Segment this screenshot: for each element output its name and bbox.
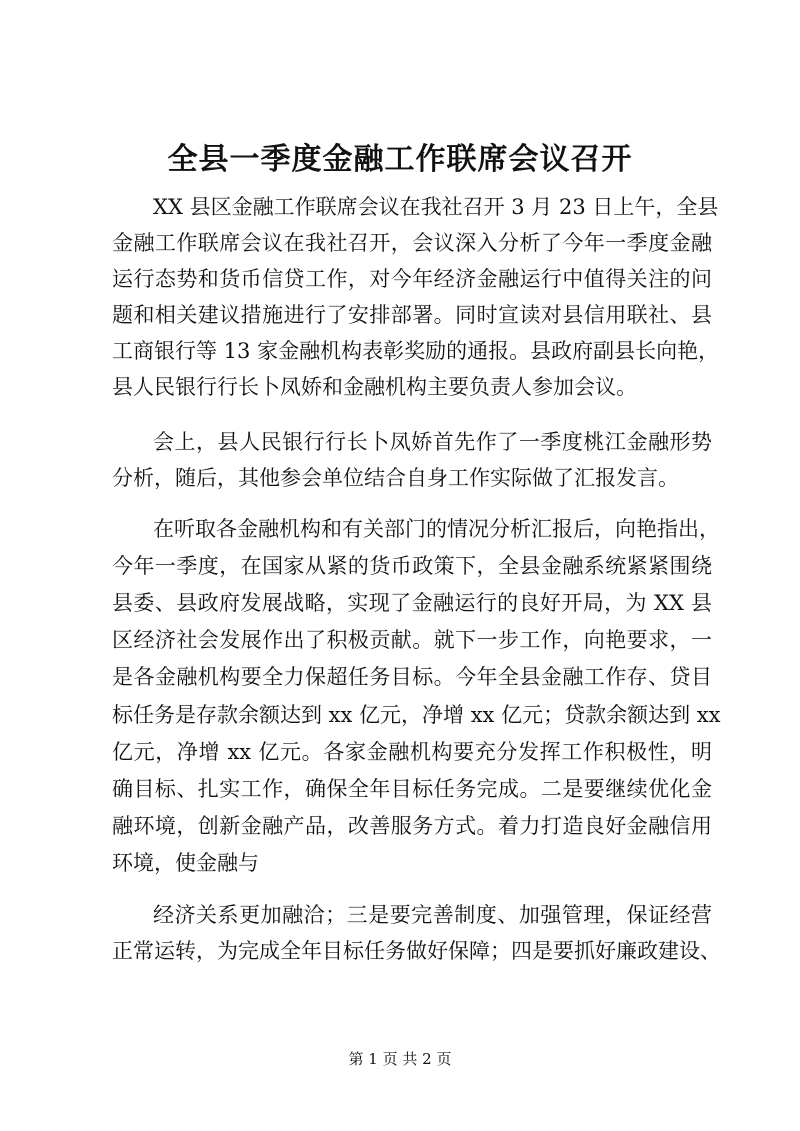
paragraph-1-line-3: 运行态势和货币信贷工作，对今年经济金融运行中值得关注的问 bbox=[112, 267, 712, 291]
paragraph-3-line-5: 是各金融机构要全力保超任务目标。今年全县金融工作存、贷目 bbox=[112, 665, 712, 689]
paragraph-3-line-4: 区经济社会发展作出了积极贡献。就下一步工作，向艳要求，一 bbox=[112, 628, 712, 652]
page-footer: 第 1 页 共 2 页 bbox=[348, 1050, 452, 1068]
paragraph-1-line-2: 金融工作联席会议在我社召开，会议深入分析了今年一季度金融 bbox=[112, 231, 712, 255]
paragraph-3-line-6: 标任务是存款余额达到 xx 亿元，净增 xx 亿元；贷款余额达到 xx bbox=[112, 703, 721, 727]
paragraph-3-line-10: 环境，使金融与 bbox=[112, 851, 259, 875]
paragraph-3-line-2: 今年一季度，在国家从紧的货币政策下，全县金融系统紧紧围绕 bbox=[112, 554, 712, 578]
paragraph-2-line-2: 分析，随后，其他参会单位结合自身工作实际做了汇报发言。 bbox=[112, 466, 679, 490]
document-title: 全县一季度金融工作联席会议召开 bbox=[167, 142, 633, 177]
paragraph-3-line-7: 亿元，净增 xx 亿元。各家金融机构要充分发挥工作积极性，明 bbox=[112, 740, 712, 764]
paragraph-3-line-3: 县委、县政府发展战略，实现了金融运行的良好开局，为 XX 县 bbox=[112, 591, 712, 615]
paragraph-1-line-6: 县人民银行行长卜凤娇和金融机构主要负责人参加会议。 bbox=[112, 375, 637, 399]
paragraph-2-line-1: 会上，县人民银行行长卜凤娇首先作了一季度桃江金融形势 bbox=[153, 430, 712, 454]
paragraph-3-line-8: 确目标、扎实工作，确保全年目标任务完成。二是要继续优化金 bbox=[112, 777, 712, 801]
paragraph-4-line-2: 正常运转，为完成全年目标任务做好保障；四是要抓好廉政建设、 bbox=[112, 939, 721, 963]
paragraph-3-line-9: 融环境，创新金融产品，改善服务方式。着力打造良好金融信用 bbox=[112, 814, 712, 838]
paragraph-1-line-4: 题和相关建议措施进行了安排部署。同时宣读对县信用联社、县 bbox=[112, 303, 712, 327]
paragraph-1-line-1: XX 县区金融工作联席会议在我社召开 3 月 23 日上午，全县 bbox=[153, 195, 719, 219]
paragraph-1-line-5: 工商银行等 13 家金融机构表彰奖励的通报。县政府副县长向艳， bbox=[112, 339, 720, 363]
paragraph-3-line-1: 在听取各金融机构和有关部门的情况分析汇报后，向艳指出， bbox=[153, 517, 720, 541]
paragraph-4-line-1: 经济关系更加融洽；三是要完善制度、加强管理，保证经营 bbox=[153, 903, 712, 927]
